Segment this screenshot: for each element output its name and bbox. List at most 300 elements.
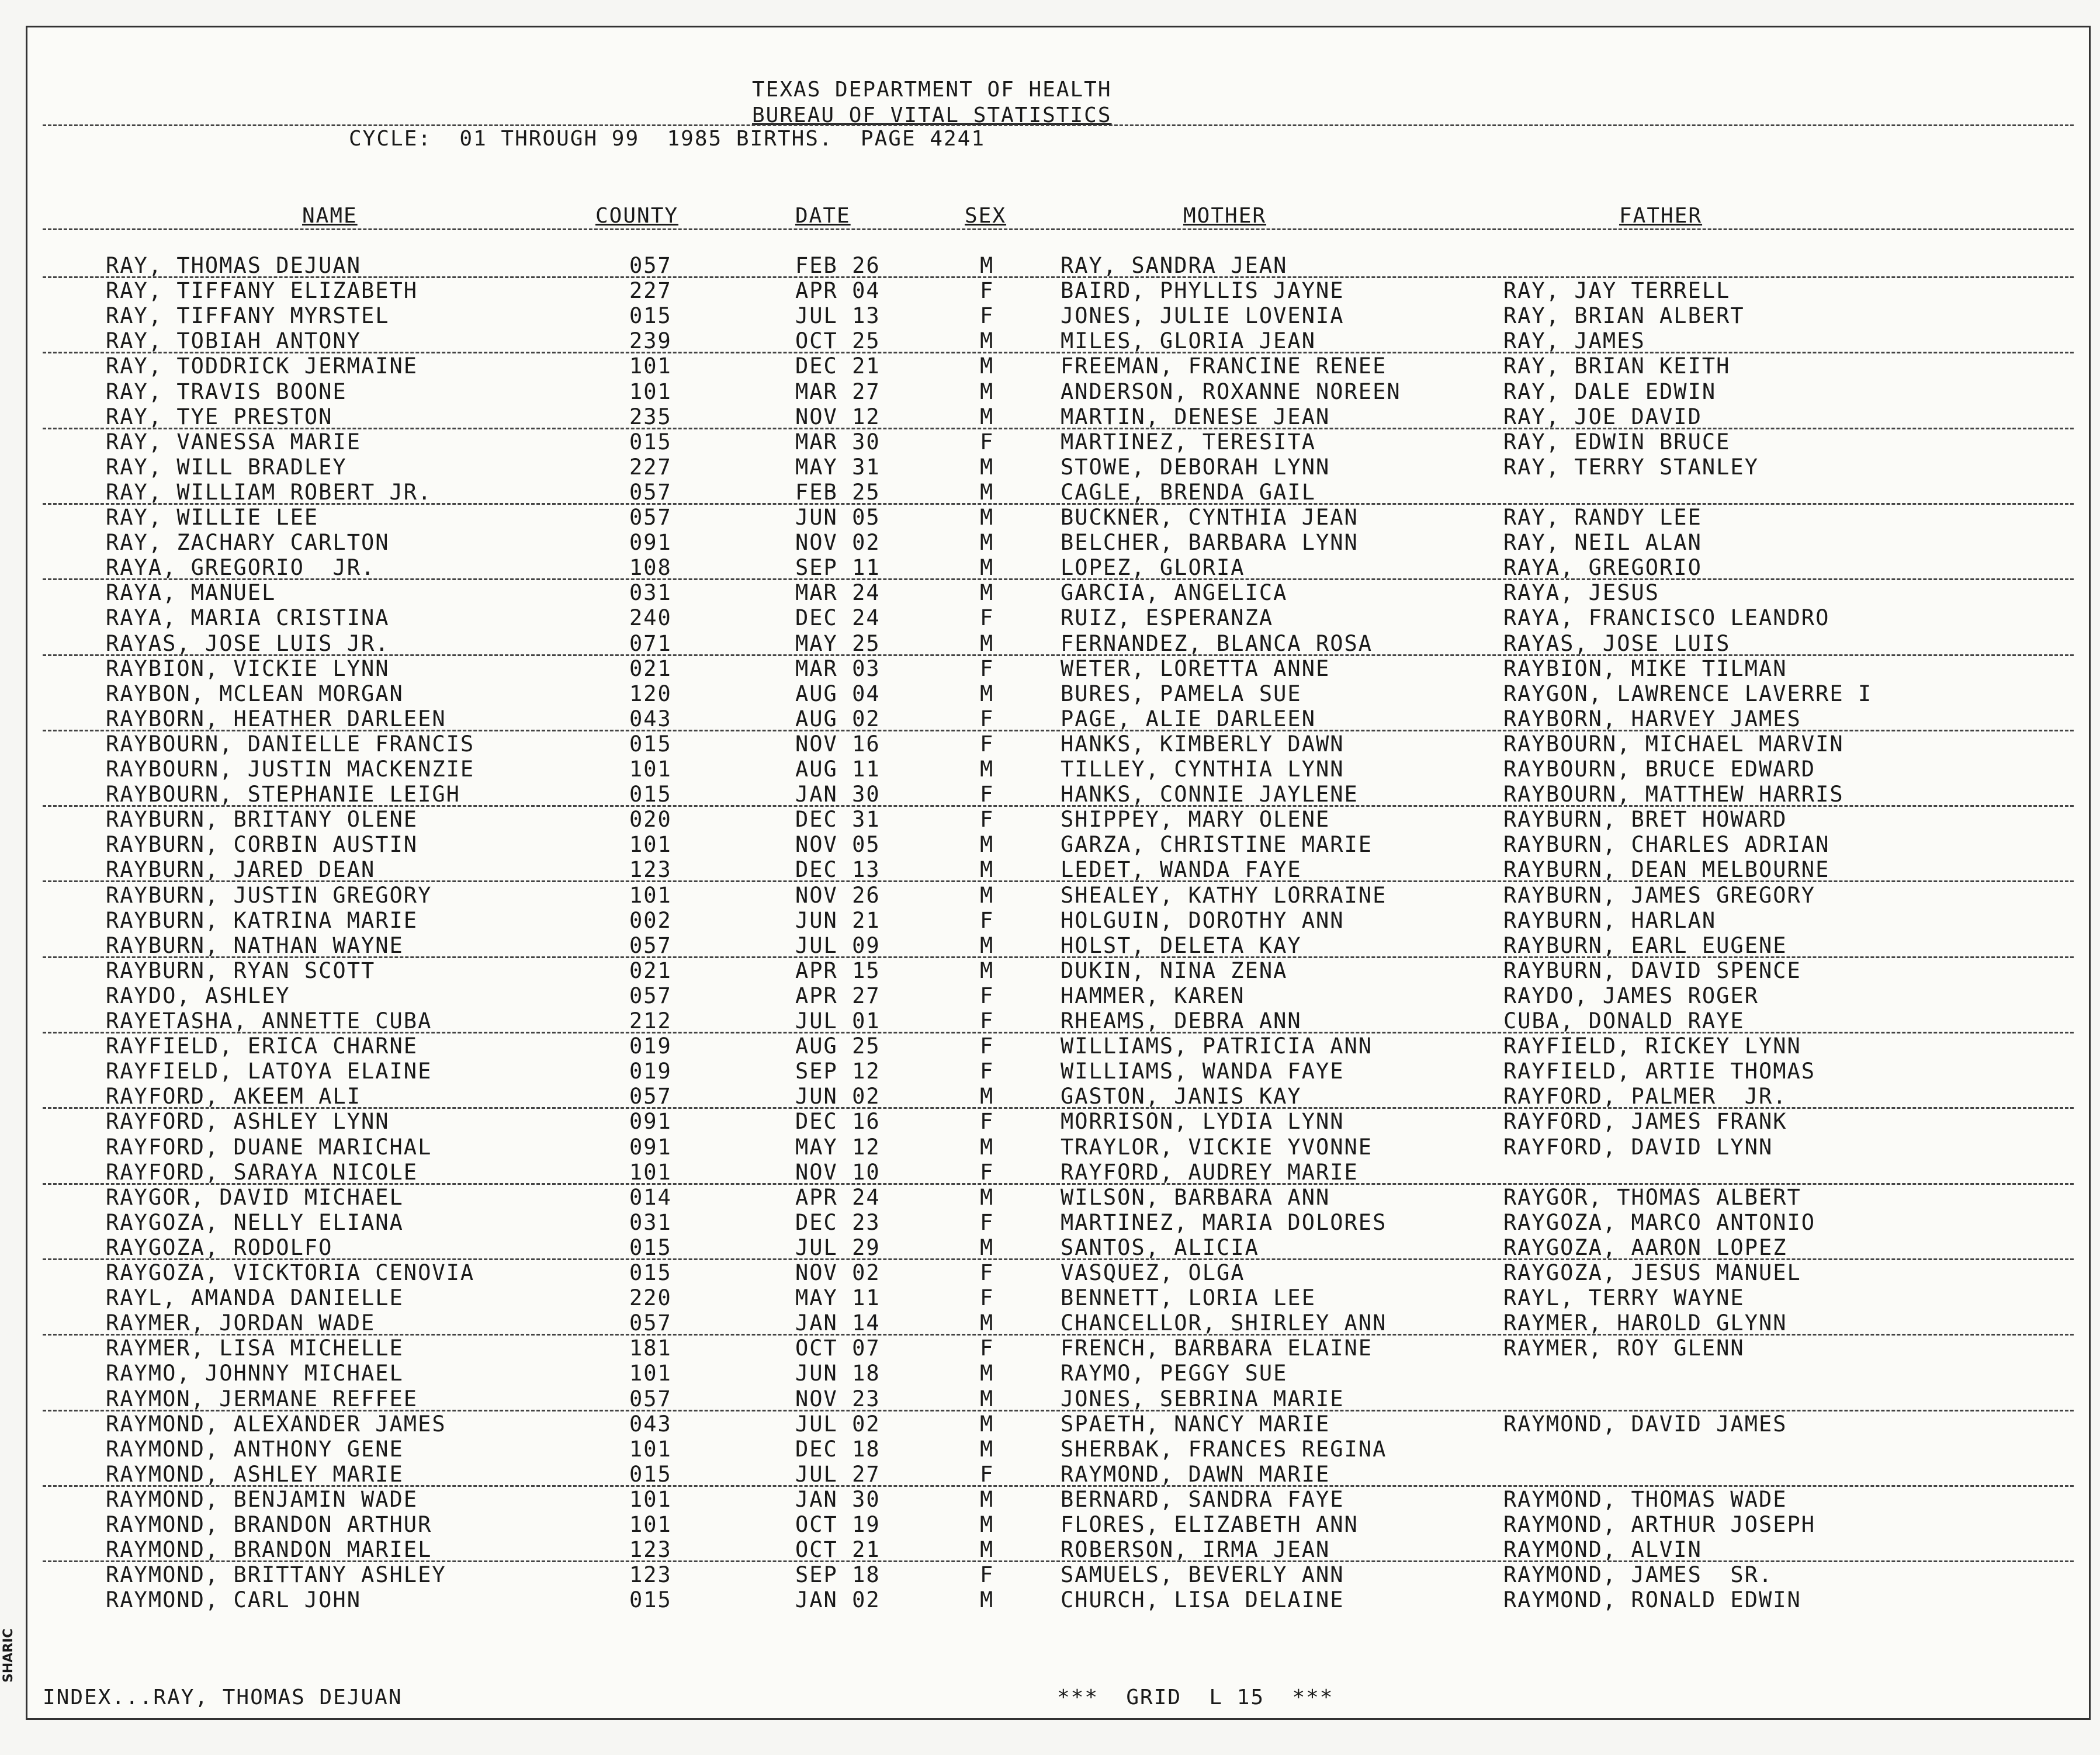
cell-sex: F [980, 278, 994, 304]
cell-name: RAY, TOBIAH ANTONY [106, 328, 361, 354]
cell-date: DEC 31 [795, 807, 881, 833]
table-row [27, 1084, 2089, 1109]
cell-sex: F [980, 907, 994, 933]
cell-sex: F [980, 1562, 994, 1588]
cell-name: RAYDO, ASHLEY [106, 983, 290, 1008]
cell-mother: PAGE, ALIE DARLEEN [1061, 706, 1316, 731]
cell-mother: BAIRD, PHYLLIS JAYNE [1061, 278, 1344, 304]
cell-sex: F [980, 1260, 994, 1285]
cell-date: APR 27 [795, 983, 881, 1008]
cell-mother: SHEALEY, KATHY LORRAINE [1061, 882, 1387, 908]
cell-county: 101 [629, 379, 672, 404]
cell-sex: F [980, 1059, 994, 1084]
cell-father: RAYBURN, BRET HOWARD [1503, 807, 1787, 833]
cell-mother: RAY, SANDRA JEAN [1061, 253, 1288, 278]
cell-name: RAYBOURN, DANIELLE FRANCIS [106, 731, 475, 757]
cell-mother: LOPEZ, GLORIA [1061, 555, 1245, 581]
cell-name: RAY, WILLIE LEE [106, 505, 319, 530]
cell-county: 057 [629, 505, 672, 530]
cell-sex: M [980, 353, 994, 379]
cell-date: OCT 07 [795, 1336, 881, 1361]
cell-county: 120 [629, 681, 672, 706]
cell-father: RAYMOND, RONALD EDWIN [1503, 1587, 1801, 1613]
cell-name: RAYGOR, DAVID MICHAEL [106, 1184, 404, 1210]
cell-sex: M [980, 1486, 994, 1512]
cell-name: RAYGOZA, VICKTORIA CENOVIA [106, 1260, 475, 1285]
cell-mother: CHURCH, LISA DELAINE [1061, 1587, 1344, 1613]
cell-name: RAYBURN, BRITANY OLENE [106, 807, 418, 833]
table-row [27, 782, 2089, 807]
table-row [27, 1008, 2089, 1033]
table-row [27, 1285, 2089, 1310]
cell-sex: F [980, 1008, 994, 1033]
cell-date: NOV 16 [795, 731, 881, 757]
footer-grid: *** GRID L 15 *** [1057, 1685, 1334, 1709]
cell-sex: F [980, 429, 994, 455]
cell-date: JAN 02 [795, 1587, 881, 1613]
table-row [27, 580, 2089, 605]
cell-name: RAYMOND, ALEXANDER JAMES [106, 1411, 446, 1437]
cell-date: MAR 27 [795, 379, 881, 404]
cell-date: APR 24 [795, 1184, 881, 1210]
cell-sex: M [980, 328, 994, 354]
table-row [27, 757, 2089, 782]
cell-county: 057 [629, 1386, 672, 1411]
cell-father: RAYGOZA, MARCO ANTONIO [1503, 1209, 1816, 1235]
cell-father: RAYMOND, ARTHUR JOSEPH [1503, 1512, 1816, 1537]
cell-father: RAYMOND, ALVIN [1503, 1537, 1702, 1563]
cell-county: 057 [629, 983, 672, 1008]
table-row [27, 1487, 2089, 1512]
cell-father: RAY, DALE EDWIN [1503, 379, 1717, 404]
cell-mother: CAGLE, BRENDA GAIL [1061, 479, 1316, 505]
table-row [27, 353, 2089, 379]
cell-sex: M [980, 932, 994, 958]
cell-name: RAYBOURN, STEPHANIE LEIGH [106, 782, 460, 807]
birth-records-table [27, 27, 2089, 1718]
table-row [27, 958, 2089, 983]
cell-sex: F [980, 1209, 994, 1235]
cell-date: JUL 27 [795, 1461, 881, 1487]
cell-name: RAYMON, JERMANE REFFEE [106, 1386, 418, 1411]
cell-sex: F [980, 983, 994, 1008]
cell-mother: RHEAMS, DEBRA ANN [1061, 1008, 1302, 1033]
cell-mother: WILLIAMS, PATRICIA ANN [1061, 1033, 1373, 1059]
cell-sex: M [980, 479, 994, 505]
column-header-name: NAME [302, 204, 358, 228]
cell-date: OCT 25 [795, 328, 881, 354]
table-row [27, 1437, 2089, 1462]
table-row [27, 1562, 2089, 1587]
cell-sex: F [980, 1109, 994, 1135]
side-label: SHARIC [1, 1628, 16, 1683]
cell-father: RAYGON, LAWRENCE LAVERRE I [1503, 681, 1873, 706]
cell-father: RAYA, GREGORIO [1503, 555, 1702, 581]
cell-mother: MORRISON, LYDIA LYNN [1061, 1109, 1344, 1135]
table-row [27, 1160, 2089, 1185]
cell-name: RAYBOURN, JUSTIN MACKENZIE [106, 757, 475, 782]
cell-sex: F [980, 807, 994, 833]
cell-mother: MILES, GLORIA JEAN [1061, 328, 1316, 354]
header-bureau: BUREAU OF VITAL STATISTICS [752, 103, 1112, 127]
cell-name: RAY, TODDRICK JERMAINE [106, 353, 418, 379]
cell-date: SEP 12 [795, 1059, 881, 1084]
cell-date: JUL 09 [795, 932, 881, 958]
cell-date: AUG 04 [795, 681, 881, 706]
cell-date: OCT 21 [795, 1537, 881, 1563]
footer-index: INDEX...RAY, THOMAS DEJUAN [43, 1685, 403, 1709]
cell-mother: FREEMAN, FRANCINE RENEE [1061, 353, 1387, 379]
cell-father: RAYBURN, EARL EUGENE [1503, 932, 1787, 958]
cell-county: 212 [629, 1008, 672, 1033]
cell-sex: M [980, 1134, 994, 1160]
cell-father: RAYA, FRANCISCO LEANDRO [1503, 605, 1830, 631]
cell-father: RAYMER, ROY GLENN [1503, 1336, 1745, 1361]
cell-date: OCT 19 [795, 1512, 881, 1537]
cell-mother: TRAYLOR, VICKIE YVONNE [1061, 1134, 1373, 1160]
cell-county: 181 [629, 1336, 672, 1361]
cell-sex: F [980, 706, 994, 731]
cell-county: 015 [629, 1587, 672, 1613]
cell-date: SEP 11 [795, 555, 881, 581]
cell-mother: JONES, JULIE LOVENIA [1061, 303, 1344, 329]
cell-name: RAY, WILL BRADLEY [106, 454, 347, 480]
cell-mother: FERNANDEZ, BLANCA ROSA [1061, 630, 1373, 656]
cell-county: 123 [629, 857, 672, 883]
cell-county: 101 [629, 882, 672, 908]
cell-county: 057 [629, 1084, 672, 1109]
cell-mother: GASTON, JANIS KAY [1061, 1084, 1302, 1109]
cell-name: RAYMOND, BRANDON MARIEL [106, 1537, 432, 1563]
cell-father: RAYL, TERRY WAYNE [1503, 1285, 1745, 1311]
table-row [27, 455, 2089, 480]
cell-sex: F [980, 731, 994, 757]
cell-father: CUBA, DONALD RAYE [1503, 1008, 1745, 1033]
cell-sex: M [980, 1084, 994, 1109]
cell-father: RAYBURN, JAMES GREGORY [1503, 882, 1816, 908]
cell-sex: M [980, 1386, 994, 1411]
table-row [27, 807, 2089, 832]
cell-county: 021 [629, 655, 672, 681]
table-row [27, 1386, 2089, 1411]
table-row [27, 303, 2089, 328]
cell-sex: F [980, 1285, 994, 1311]
cell-date: JUN 18 [795, 1361, 881, 1386]
table-row [27, 883, 2089, 908]
cell-county: 057 [629, 253, 672, 278]
cell-date: APR 04 [795, 278, 881, 304]
cell-date: MAR 24 [795, 580, 881, 606]
cell-father: RAYMOND, DAVID JAMES [1503, 1411, 1787, 1437]
cell-sex: F [980, 605, 994, 631]
cell-county: 043 [629, 1411, 672, 1437]
cell-sex: M [980, 404, 994, 429]
cell-sex: F [980, 1336, 994, 1361]
cell-name: RAYFORD, DUANE MARICHAL [106, 1134, 432, 1160]
cell-county: 235 [629, 404, 672, 429]
cell-name: RAYETASHA, ANNETTE CUBA [106, 1008, 432, 1033]
table-row [27, 933, 2089, 958]
cell-father: RAYFORD, DAVID LYNN [1503, 1134, 1773, 1160]
cell-county: 002 [629, 907, 672, 933]
document-page [26, 26, 2091, 1720]
cell-father: RAYFORD, PALMER JR. [1503, 1084, 1787, 1109]
cell-mother: SPAETH, NANCY MARIE [1061, 1411, 1330, 1437]
cell-father: RAY, JOE DAVID [1503, 404, 1702, 429]
table-row [27, 253, 2089, 278]
cell-date: DEC 13 [795, 857, 881, 883]
cell-name: RAYBURN, NATHAN WAYNE [106, 932, 404, 958]
cell-father: RAYBURN, HARLAN [1503, 907, 1717, 933]
cell-name: RAYBORN, HEATHER DARLEEN [106, 706, 446, 731]
cell-county: 239 [629, 328, 672, 354]
cell-date: NOV 10 [795, 1159, 881, 1185]
cell-name: RAYBURN, JARED DEAN [106, 857, 376, 883]
table-row [27, 278, 2089, 303]
column-header-father: FATHER [1619, 204, 1703, 228]
cell-date: NOV 23 [795, 1386, 881, 1411]
cell-date: NOV 12 [795, 404, 881, 429]
cell-date: DEC 23 [795, 1209, 881, 1235]
cell-mother: ANDERSON, ROXANNE NOREEN [1061, 379, 1401, 404]
table-row [27, 505, 2089, 530]
cell-father: RAY, JAY TERRELL [1503, 278, 1731, 304]
cell-father: RAY, BRIAN ALBERT [1503, 303, 1745, 329]
cell-mother: LEDET, WANDA FAYE [1061, 857, 1302, 883]
cell-county: 101 [629, 1159, 672, 1185]
cell-mother: STOWE, DEBORAH LYNN [1061, 454, 1330, 480]
cell-date: APR 15 [795, 958, 881, 983]
cell-date: MAR 03 [795, 655, 881, 681]
cell-mother: BENNETT, LORIA LEE [1061, 1285, 1316, 1311]
table-row [27, 832, 2089, 857]
cell-date: NOV 26 [795, 882, 881, 908]
cell-county: 101 [629, 757, 672, 782]
cell-county: 240 [629, 605, 672, 631]
cell-name: RAYFIELD, ERICA CHARNE [106, 1033, 418, 1059]
cell-county: 015 [629, 303, 672, 329]
table-row [27, 731, 2089, 757]
cell-father: RAY, TERRY STANLEY [1503, 454, 1759, 480]
table-row [27, 429, 2089, 455]
cell-father: RAY, EDWIN BRUCE [1503, 429, 1731, 455]
table-row [27, 605, 2089, 630]
cell-name: RAYFORD, ASHLEY LYNN [106, 1109, 390, 1135]
cell-sex: M [980, 505, 994, 530]
cell-mother: DUKIN, NINA ZENA [1061, 958, 1288, 983]
cell-date: AUG 11 [795, 757, 881, 782]
cell-county: 015 [629, 1461, 672, 1487]
cell-county: 015 [629, 731, 672, 757]
cell-sex: M [980, 630, 994, 656]
cell-name: RAYL, AMANDA DANIELLE [106, 1285, 404, 1311]
cell-father: RAYGOR, THOMAS ALBERT [1503, 1184, 1801, 1210]
cell-county: 057 [629, 479, 672, 505]
table-row [27, 1361, 2089, 1386]
cell-name: RAY, TYE PRESTON [106, 404, 333, 429]
cell-sex: M [980, 454, 994, 480]
cell-county: 015 [629, 1260, 672, 1285]
cell-date: DEC 16 [795, 1109, 881, 1135]
table-row [27, 1235, 2089, 1260]
cell-father: RAY, BRIAN KEITH [1503, 353, 1731, 379]
cell-sex: F [980, 303, 994, 329]
cell-father: RAYBOURN, BRUCE EDWARD [1503, 757, 1816, 782]
cell-mother: ROBERSON, IRMA JEAN [1061, 1537, 1330, 1563]
cell-county: 043 [629, 706, 672, 731]
cell-sex: M [980, 555, 994, 581]
cell-county: 015 [629, 1234, 672, 1260]
table-row [27, 1587, 2089, 1612]
cell-mother: HANKS, CONNIE JAYLENE [1061, 782, 1359, 807]
cell-county: 014 [629, 1184, 672, 1210]
cell-mother: FRENCH, BARBARA ELAINE [1061, 1336, 1373, 1361]
cell-name: RAYMOND, ASHLEY MARIE [106, 1461, 404, 1487]
cell-father: RAYFIELD, RICKEY LYNN [1503, 1033, 1801, 1059]
cell-county: 019 [629, 1059, 672, 1084]
cell-county: 123 [629, 1562, 672, 1588]
cell-name: RAYBON, MCLEAN MORGAN [106, 681, 404, 706]
cell-date: AUG 02 [795, 706, 881, 731]
cell-mother: CHANCELLOR, SHIRLEY ANN [1061, 1310, 1387, 1336]
table-row [27, 1059, 2089, 1084]
cell-mother: WILLIAMS, WANDA FAYE [1061, 1059, 1344, 1084]
table-row [27, 706, 2089, 731]
cell-county: 057 [629, 932, 672, 958]
cell-date: DEC 24 [795, 605, 881, 631]
cell-name: RAYA, MARIA CRISTINA [106, 605, 390, 631]
cell-mother: WETER, LORETTA ANNE [1061, 655, 1330, 681]
table-row [27, 908, 2089, 933]
cell-name: RAY, ZACHARY CARLTON [106, 530, 390, 556]
cell-county: 019 [629, 1033, 672, 1059]
cell-name: RAY, TRAVIS BOONE [106, 379, 347, 404]
cell-father: RAYMOND, JAMES SR. [1503, 1562, 1773, 1588]
cell-father: RAYA, JESUS [1503, 580, 1660, 606]
cell-date: AUG 25 [795, 1033, 881, 1059]
cell-name: RAY, TIFFANY MYRSTEL [106, 303, 390, 329]
cell-name: RAYA, MANUEL [106, 580, 276, 606]
cell-county: 227 [629, 278, 672, 304]
cell-name: RAYBURN, JUSTIN GREGORY [106, 882, 432, 908]
cell-date: NOV 05 [795, 832, 881, 858]
table-row [27, 857, 2089, 882]
cell-county: 101 [629, 353, 672, 379]
cell-name: RAYMER, JORDAN WADE [106, 1310, 376, 1336]
cell-date: MAY 25 [795, 630, 881, 656]
table-row [27, 328, 2089, 353]
table-row [27, 1210, 2089, 1235]
cell-sex: M [980, 530, 994, 556]
cell-mother: HAMMER, KAREN [1061, 983, 1245, 1008]
cell-sex: M [980, 379, 994, 404]
cell-father: RAYFIELD, ARTIE THOMAS [1503, 1059, 1816, 1084]
cell-mother: BELCHER, BARBARA LYNN [1061, 530, 1359, 556]
cell-mother: RAYMO, PEGGY SUE [1061, 1361, 1288, 1386]
cell-date: MAY 11 [795, 1285, 881, 1311]
cell-name: RAY, WILLIAM ROBERT JR. [106, 479, 432, 505]
cell-name: RAYMER, LISA MICHELLE [106, 1336, 404, 1361]
cell-date: JAN 30 [795, 782, 881, 807]
cell-county: 091 [629, 1109, 672, 1135]
cell-mother: SAMUELS, BEVERLY ANN [1061, 1562, 1344, 1588]
cell-mother: WILSON, BARBARA ANN [1061, 1184, 1330, 1210]
cell-name: RAY, TIFFANY ELIZABETH [106, 278, 418, 304]
table-row [27, 1336, 2089, 1361]
cell-date: DEC 21 [795, 353, 881, 379]
cell-county: 108 [629, 555, 672, 581]
cell-father: RAYBORN, HARVEY JAMES [1503, 706, 1801, 731]
cell-sex: M [980, 1361, 994, 1386]
cell-date: JUN 02 [795, 1084, 881, 1109]
cell-sex: M [980, 1436, 994, 1462]
cell-mother: GARCIA, ANGELICA [1061, 580, 1288, 606]
cell-name: RAYFIELD, LATOYA ELAINE [106, 1059, 432, 1084]
cell-sex: M [980, 958, 994, 983]
cell-father: RAYBOURN, MICHAEL MARVIN [1503, 731, 1844, 757]
cell-mother: RAYFORD, AUDREY MARIE [1061, 1159, 1359, 1185]
cell-sex: F [980, 782, 994, 807]
cell-father: RAYGOZA, JESUS MANUEL [1503, 1260, 1801, 1285]
cell-date: SEP 18 [795, 1562, 881, 1588]
cell-sex: M [980, 882, 994, 908]
column-header-sex: SEX [965, 204, 1007, 228]
cell-sex: F [980, 1033, 994, 1059]
cell-mother: SANTOS, ALICIA [1061, 1234, 1259, 1260]
cell-sex: M [980, 681, 994, 706]
cell-mother: FLORES, ELIZABETH ANN [1061, 1512, 1359, 1537]
cell-mother: MARTINEZ, TERESITA [1061, 429, 1316, 455]
cell-name: RAYBION, VICKIE LYNN [106, 655, 390, 681]
cell-county: 101 [629, 1361, 672, 1386]
cell-name: RAYMOND, BRITTANY ASHLEY [106, 1562, 446, 1588]
header-cycle: CYCLE: 01 THROUGH 99 1985 BIRTHS. PAGE 4241 [349, 127, 985, 151]
cell-mother: BUCKNER, CYNTHIA JEAN [1061, 505, 1359, 530]
table-row [27, 1512, 2089, 1537]
cell-name: RAYMOND, ANTHONY GENE [106, 1436, 404, 1462]
cell-county: 071 [629, 630, 672, 656]
cell-sex: M [980, 253, 994, 278]
cell-county: 101 [629, 1436, 672, 1462]
cell-county: 057 [629, 1310, 672, 1336]
cell-sex: M [980, 857, 994, 883]
cell-mother: TILLEY, CYNTHIA LYNN [1061, 757, 1344, 782]
cell-county: 015 [629, 782, 672, 807]
table-row [27, 1135, 2089, 1160]
cell-father: RAYMER, HAROLD GLYNN [1503, 1310, 1787, 1336]
cell-mother: SHERBAK, FRANCES REGINA [1061, 1436, 1387, 1462]
cell-mother: RUIZ, ESPERANZA [1061, 605, 1274, 631]
table-row [27, 1462, 2089, 1487]
cell-father: RAYGOZA, AARON LOPEZ [1503, 1234, 1787, 1260]
cell-county: 101 [629, 1512, 672, 1537]
cell-mother: BURES, PAMELA SUE [1061, 681, 1302, 706]
cell-mother: VASQUEZ, OLGA [1061, 1260, 1245, 1285]
cell-sex: M [980, 757, 994, 782]
cell-county: 123 [629, 1537, 672, 1563]
cell-name: RAYMO, JOHNNY MICHAEL [106, 1361, 404, 1386]
header-agency: TEXAS DEPARTMENT OF HEALTH [752, 78, 1112, 102]
table-row [27, 681, 2089, 706]
cell-name: RAYAS, JOSE LUIS JR. [106, 630, 390, 656]
cell-mother: RAYMOND, DAWN MARIE [1061, 1461, 1330, 1487]
cell-name: RAYBURN, RYAN SCOTT [106, 958, 376, 983]
cell-sex: F [980, 1159, 994, 1185]
cell-name: RAYMOND, BENJAMIN WADE [106, 1486, 418, 1512]
cell-name: RAYA, GREGORIO JR. [106, 555, 376, 581]
table-row [27, 1033, 2089, 1059]
cell-date: JUN 05 [795, 505, 881, 530]
